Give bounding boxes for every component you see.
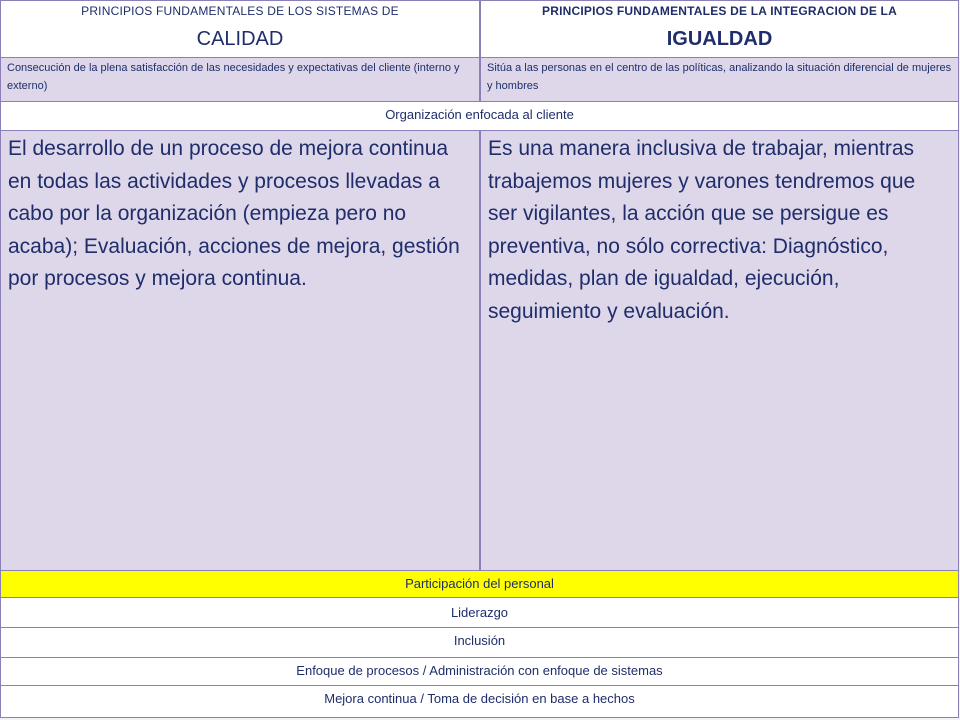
- principle-row-leadership: [0, 597, 959, 628]
- principle-leadership: Liderazgo: [0, 597, 959, 628]
- header-equality: [480, 0, 959, 58]
- principle-inclusion: Inclusión: [0, 627, 959, 658]
- description-quality: Consecución de la plena satisfacción de las necesidades y expectativas del cliente (interno y externo): [0, 57, 480, 102]
- principle-customer-focus: Organización enfocada al cliente: [0, 101, 959, 131]
- description-equality: Sitúa a las personas en el centro de las políticas, analizando la situación diferencial de mujeres y hombres: [480, 57, 959, 102]
- header-quality-line1: PRINCIPIOS FUNDAMENTALES DE LOS SISTEMAS DE: [81, 4, 399, 18]
- principle-row-continuous-improvement: [0, 685, 959, 718]
- principle-continuous-improvement: Mejora continua / Toma de decisión en base a hechos: [0, 685, 959, 718]
- body-quality: El desarrollo de un proceso de mejora continua en todas las actividades y procesos llevadas a cabo por la organización (empieza pero no acaba); Evaluación, acciones de mejora, gestión por procesos y mejora continua.: [0, 130, 480, 571]
- body-row: [0, 130, 959, 571]
- description-row: [0, 57, 959, 102]
- principle-participation: Participación del personal: [0, 570, 959, 598]
- header-equality-line2: IGUALDAD: [666, 28, 773, 50]
- principle-row-process-approach: [0, 657, 959, 686]
- principle-row-inclusion: [0, 627, 959, 658]
- header-row: [0, 0, 959, 58]
- principle-row-customer: [0, 101, 959, 131]
- header-equality-line1: PRINCIPIOS FUNDAMENTALES DE LA INTEGRACION DE LA: [542, 4, 897, 18]
- header-quality-line2: CALIDAD: [196, 28, 284, 50]
- principle-process-approach: Enfoque de procesos / Administración con enfoque de sistemas: [0, 657, 959, 686]
- principle-row-participation: [0, 570, 959, 598]
- body-equality: Es una manera inclusiva de trabajar, mientras trabajemos mujeres y varones tendremos que ser vigilantes, la acción que se persigue es preventiva, no sólo correctiva: Diagnóstico, medidas, plan de igualdad, ejecución, seguimiento y evaluación.: [480, 130, 959, 571]
- header-quality: [0, 0, 480, 58]
